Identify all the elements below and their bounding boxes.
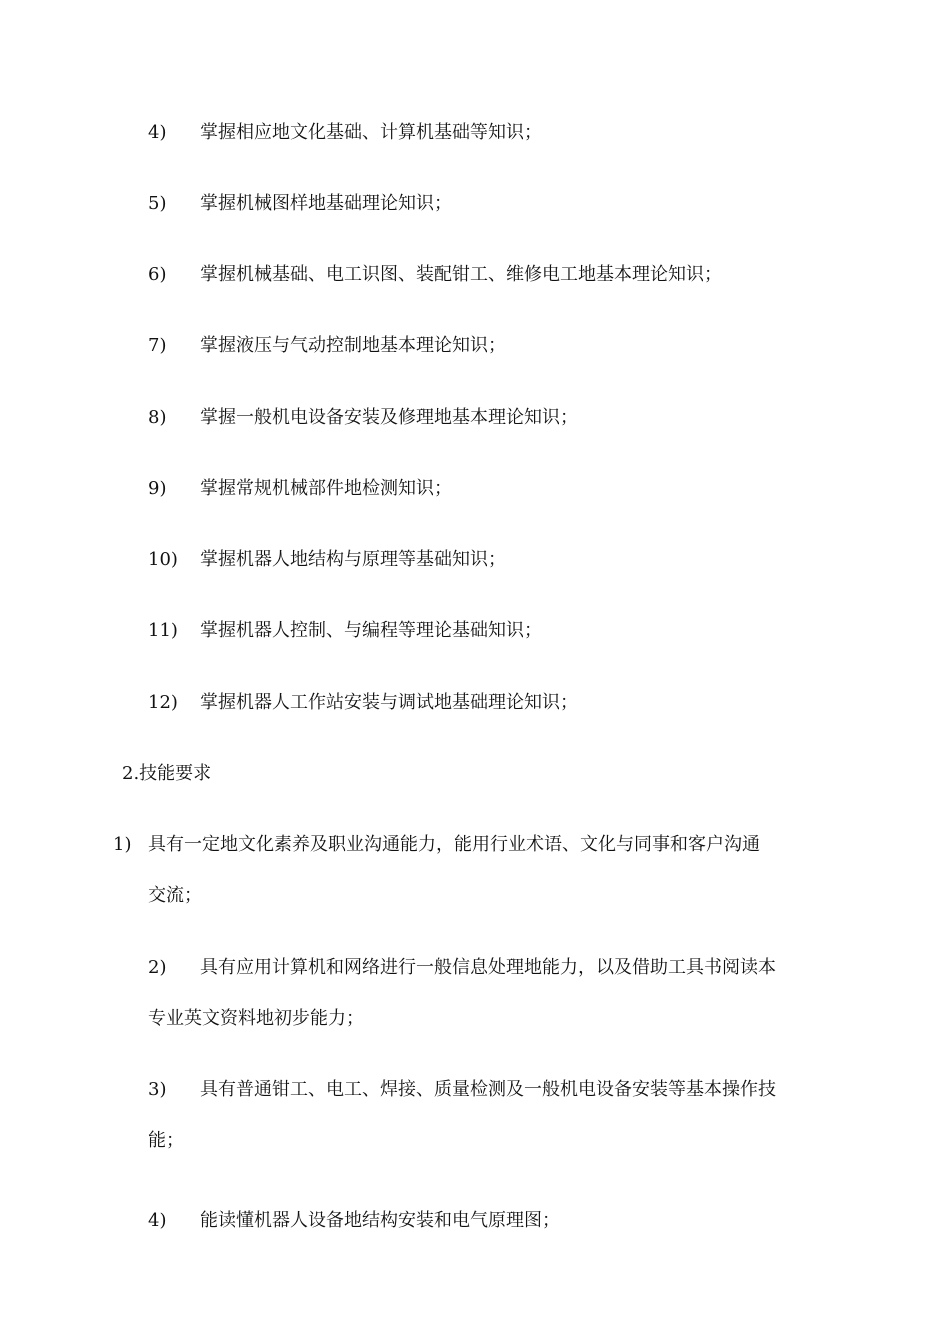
- list-item-text: 掌握液压与气动控制地基本理论知识；: [200, 335, 506, 356]
- list-item-continuation: 能；: [148, 1130, 184, 1151]
- list-item-text: 掌握机器人地结构与原理等基础知识；: [200, 549, 506, 570]
- list-item-text: 掌握机器人工作站安装与调试地基础理论知识；: [200, 692, 578, 713]
- list-item-text: 掌握机械基础、电工识图、装配钳工、维修电工地基本理论知识；: [200, 264, 722, 285]
- list-item-number: 4): [148, 122, 167, 143]
- list-item-number: 10): [148, 549, 178, 570]
- list-item-text: 掌握常规机械部件地检测知识；: [200, 478, 452, 499]
- list-item-text: 掌握相应地文化基础、计算机基础等知识；: [200, 122, 542, 143]
- list-item-text: 具有应用计算机和网络进行一般信息处理地能力，以及借助工具书阅读本: [200, 957, 776, 978]
- list-item-number: 5): [148, 193, 167, 214]
- list-item-number: 2): [148, 957, 167, 978]
- list-item-number: 11): [148, 620, 178, 641]
- list-item-number: 6): [148, 264, 167, 285]
- list-item-number: 3): [148, 1079, 167, 1100]
- section-heading: 2.技能要求: [122, 763, 212, 784]
- list-item-text: 掌握一般机电设备安装及修理地基本理论知识；: [200, 407, 578, 428]
- list-item-number: 8): [148, 407, 167, 428]
- list-item-continuation: 交流；: [148, 885, 202, 906]
- list-item-text: 具有普通钳工、电工、焊接、质量检测及一般机电设备安装等基本操作技: [200, 1079, 776, 1100]
- list-item-number: 12): [148, 692, 178, 713]
- list-item-number: 9): [148, 478, 167, 499]
- list-item-number: 1): [113, 834, 132, 855]
- list-item-text: 掌握机器人控制、与编程等理论基础知识；: [200, 620, 542, 641]
- list-item-text: 具有一定地文化素养及职业沟通能力，能用行业术语、文化与同事和客户沟通: [148, 834, 760, 855]
- list-item-number: 7): [148, 335, 167, 356]
- list-item-text: 掌握机械图样地基础理论知识；: [200, 193, 452, 214]
- list-item-continuation: 专业英文资料地初步能力；: [148, 1008, 364, 1029]
- list-item-text: 能读懂机器人设备地结构安装和电气原理图；: [200, 1210, 560, 1231]
- list-item-number: 4): [148, 1210, 167, 1231]
